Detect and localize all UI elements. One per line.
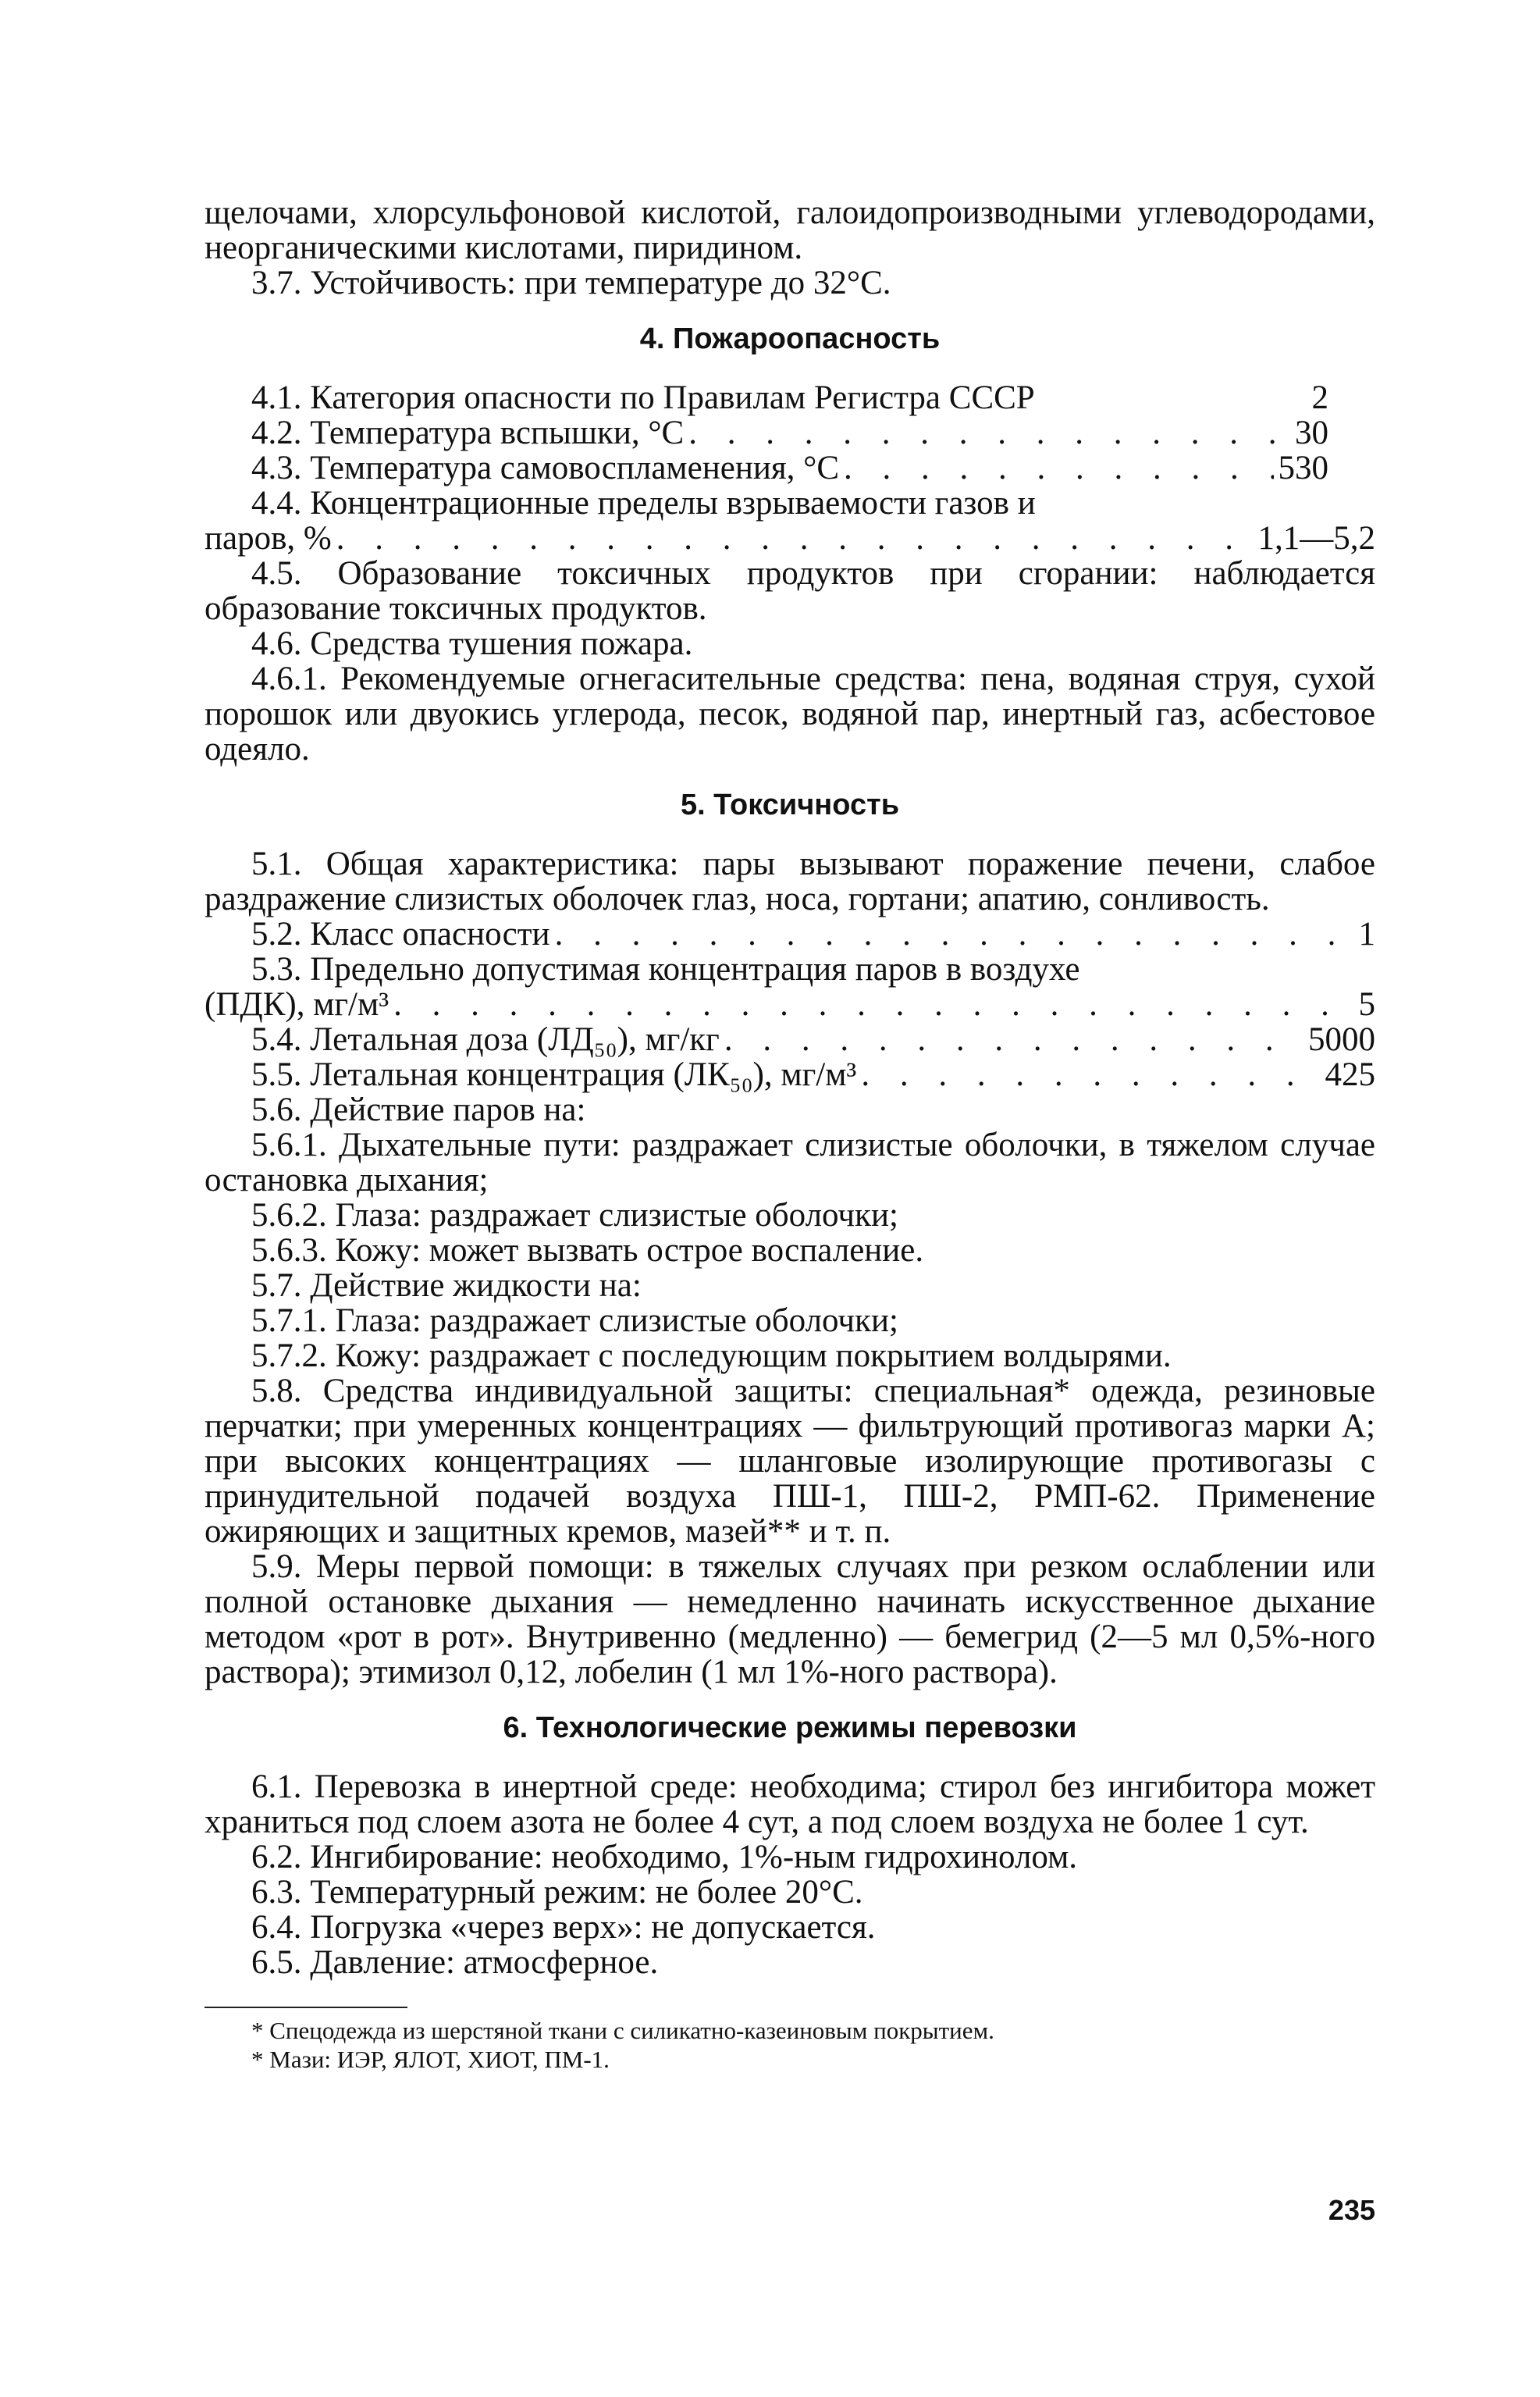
leader-dots [861,1057,1320,1092]
page-number: 235 [1328,2194,1375,2226]
item-5-6-3: 5.6.3. Кожу: может вызвать острое воспаление. [251,1232,924,1269]
item-6-5: 6.5. Давление: атмосферное. [251,1944,659,1981]
item-5-6-2: 5.6.2. Глаза: раздражает слизистые оболочки; [251,1197,898,1234]
item-4-1-label: 4.1. Категория опасности по Правилам Регистра СССР [251,379,1035,416]
item-5-3-label: (ПДК), мг/м³ [205,986,389,1023]
item-4-2 [205,415,1375,451]
item-5-9: 5.9. Меры первой помощи: в тяжелых случаях при резком ослаблении или полной остановке дыхания — немедленно начинать искусственное дыхание методом «рот в рот». Внутривенно (медленно) — бемегрид (2—5 мл 0,5%-ного раствора); этимизол 0,12, лобелин (1 мл 1%-ного раствора). [205,1548,1375,1690]
item-5-3-line2 [205,987,1375,1022]
item-4-6: 4.6. Средства тушения пожара. [251,625,693,662]
item-6-3: 6.3. Температурный режим: не более 20°С. [251,1874,863,1911]
item-4-4-value: 1,1—5,2 [1257,520,1375,557]
leader-dots [393,987,1353,1022]
item-6-1: 6.1. Перевозка в инертной среде: необходима; стирол без ингибитора может храниться под слоем азота не более 4 сут, а под слоем воздуха не более 1 сут. [205,1768,1375,1840]
section-6-heading: 6. Технологические режимы перевозки [503,1711,1077,1744]
item-5-2-label: 5.2. Класс опасности [251,916,550,953]
item-5-5-label: 5.5. Летальная концентрация (ЛК₅₀), мг/м³ [251,1056,857,1093]
item-4-5: 4.5. Образование токсичных продуктов при сгорании: наблюдается образование токсичных продуктов. [205,555,1375,627]
item-5-1: 5.1. Общая характеристика: пары вызывают поражение печени, слабое раздражение слизистых оболочек глаз, носа, гортани; апатию, сонливость. [205,846,1375,917]
item-4-2-label: 4.2. Температура вспышки, °С [251,415,685,451]
item-5-2 [205,917,1375,952]
leader-dots [724,1022,1303,1057]
item-4-3-value: 530 [1278,450,1328,486]
item-4-3 [205,451,1375,486]
item-5-4 [205,1022,1375,1057]
item-4-6-1: 4.6.1. Рекомендуемые огнегасительные средства: пена, водяная струя, сухой порошок или двуокись углерода, песок, водяной пар, инертный газ, асбестовое одеяло. [205,661,1375,768]
item-5-7-2: 5.7.2. Кожу: раздражает с последующим покрытием волдырями. [251,1337,1172,1374]
item-5-8: 5.8. Средства индивидуальной защиты: специальная* одежда, резиновые перчатки; при умеренных концентрациях — фильтрующий противогаз марки А; при высоких концентрациях — шланговые изолирующие противогазы с принудительной подачей воздуха ПШ-1, ПШ-2, РМП-62. Применение ожиряющих и защитных кремов, мазей** и т. п. [205,1373,1375,1550]
item-4-4-line2 [205,521,1375,556]
item-5-5 [205,1057,1375,1092]
leader-dots [336,521,1254,556]
footnote-1: * Спецодежда из шерстяной ткани с силикатно-казеиновым покрытием. [251,2017,994,2044]
leader-dots [844,451,1273,486]
item-5-7-1: 5.7.1. Глаза: раздражает слизистые оболочки; [251,1302,898,1339]
section-4-heading: 4. Пожароопасность [639,322,941,355]
item-5-3-line1: 5.3. Предельно допустимая концентрация паров в воздухе [251,951,1080,988]
leader-dots [688,415,1290,451]
item-4-4-line1: 4.4. Концентрационные пределы взрываемости газов и [251,485,1036,522]
item-4-4-label: паров, % [205,520,332,557]
item-5-7: 5.7. Действие жидкости на: [251,1267,642,1304]
item-4-3-label: 4.3. Температура самовоспламенения, °С [251,450,840,486]
item-4-1-value: 2 [1311,379,1328,416]
section-5-heading: 5. Токсичность [680,789,900,821]
page-content [205,195,1375,2074]
item-4-1 [205,380,1375,415]
item-5-4-label: 5.4. Летальная доза (ЛД₅₀), мг/кг [251,1021,720,1058]
item-6-2: 6.2. Ингибирование: необходимо, 1%-ным гидрохинолом. [251,1839,1078,1875]
item-5-3-value: 5 [1358,986,1375,1023]
item-5-4-value: 5000 [1308,1021,1375,1058]
item-3-7: 3.7. Устойчивость: при температуре до 32°С. [251,265,891,301]
intro-paragraph: щелочами, хлорсульфоновой кислотой, галоидопроизводными углеводородами, неорганическими кислотами, пиридином. [205,194,1375,266]
footnote-2: * Мази: ИЭР, ЯЛОТ, ХИОТ, ПМ-1. [251,2046,610,2073]
item-4-2-value: 30 [1295,415,1328,451]
item-6-4: 6.4. Погрузка «через верх»: не допускается. [251,1909,876,1946]
item-5-5-value: 425 [1325,1056,1375,1093]
item-5-2-value: 1 [1358,916,1375,953]
item-5-6: 5.6. Действие паров на: [251,1092,586,1128]
footnote-divider [205,2007,407,2008]
leader-dots [555,917,1354,952]
item-5-6-1: 5.6.1. Дыхательные пути: раздражает слизистые оболочки, в тяжелом случае остановка дыхания; [205,1127,1375,1198]
